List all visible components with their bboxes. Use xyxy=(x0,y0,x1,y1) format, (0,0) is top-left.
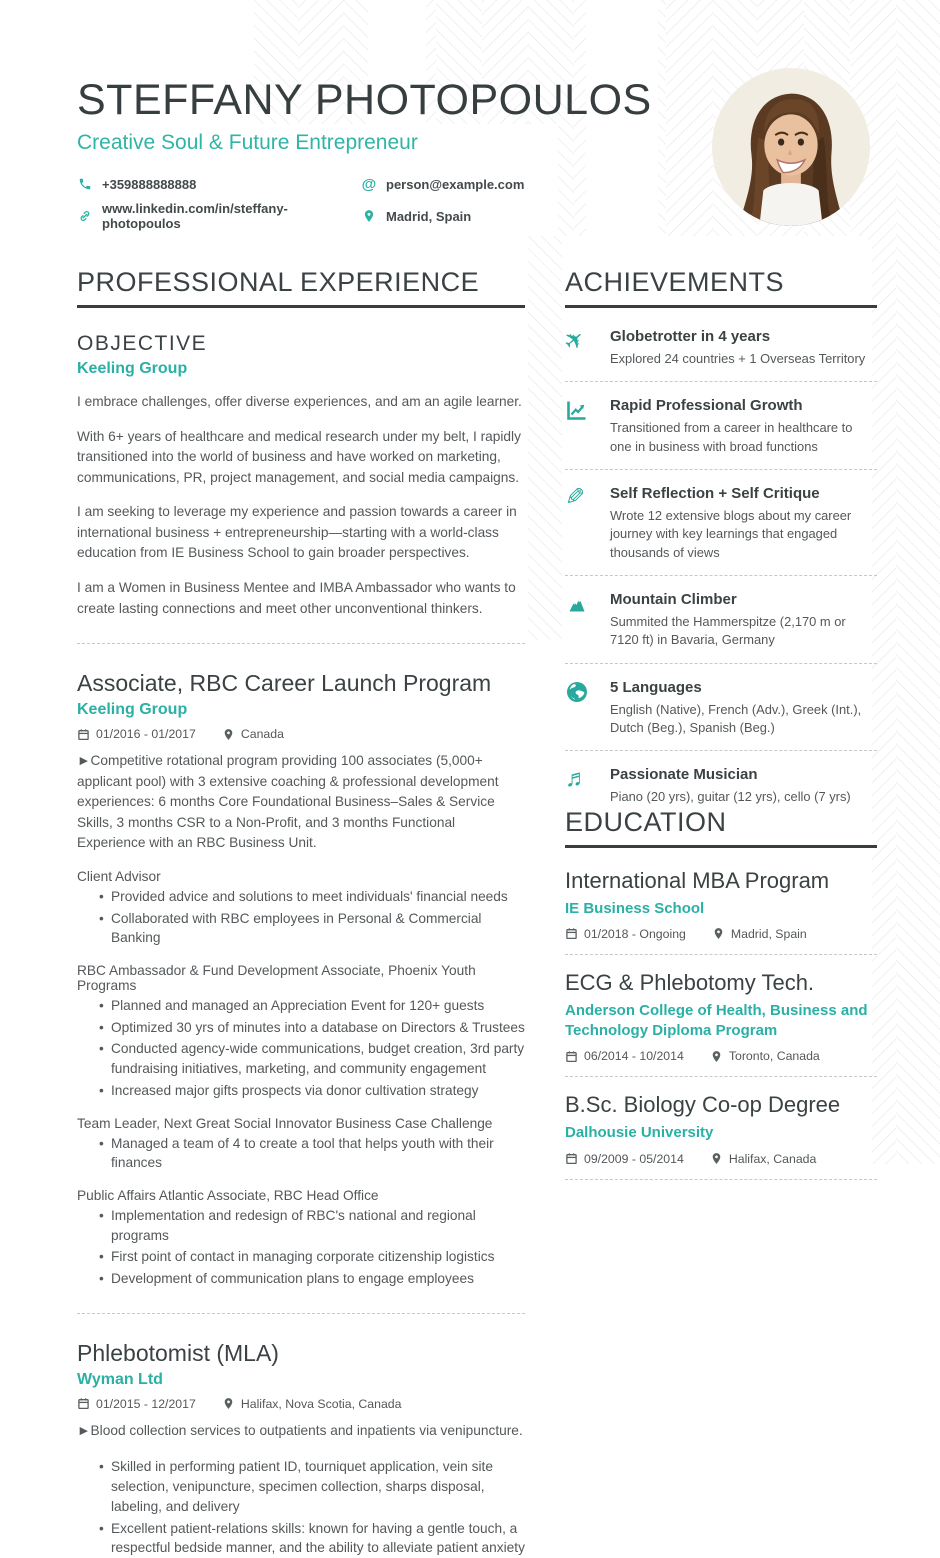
globe-icon xyxy=(565,679,597,738)
role-heading: Client Advisor xyxy=(77,868,161,884)
achievement-description: Explored 24 countries + 1 Overseas Territory xyxy=(610,351,866,367)
growth-chart-icon xyxy=(565,397,597,456)
job-company: Wyman Ltd xyxy=(77,1370,163,1388)
job-date-text: 01/2016 - 01/2017 xyxy=(96,727,196,742)
achievement-title: Rapid Professional Growth xyxy=(610,397,803,415)
job-entry xyxy=(77,670,525,1289)
dashed-divider xyxy=(565,381,877,382)
objective-entry xyxy=(77,332,525,619)
achievement-title: Mountain Climber xyxy=(610,591,737,609)
achievement-title: Globetrotter in 4 years xyxy=(610,328,771,346)
airplane-icon: ✈ xyxy=(558,323,592,358)
phone-number: +359888888888 xyxy=(102,176,197,192)
objective-title: OBJECTIVE xyxy=(77,332,208,356)
objective-paragraph: I embrace challenges, offer diverse experiences, and am an agile learner. xyxy=(77,394,522,410)
job-bullet-list xyxy=(77,1457,525,1558)
contact-website[interactable] xyxy=(77,201,361,231)
role-heading: Public Affairs Atlantic Associate, RBC Head Office xyxy=(77,1187,379,1203)
role-bullet-list xyxy=(77,1206,525,1289)
education-location xyxy=(712,927,807,941)
calendar-icon xyxy=(565,927,578,940)
role-heading: RBC Ambassador & Fund Development Associate, Phoenix Youth Programs xyxy=(77,962,476,993)
location-pin-icon xyxy=(710,1152,723,1165)
mountain-icon xyxy=(565,591,597,650)
role-bullet-list xyxy=(77,887,525,948)
calendar-icon xyxy=(77,728,90,741)
education-location-text: Toronto, Canada xyxy=(728,1049,820,1064)
location-pin-icon xyxy=(222,728,235,741)
role-bullet-list xyxy=(77,1134,525,1173)
bullet-item: • First point of contact in managing corporate citizenship logistics xyxy=(99,1247,525,1267)
achievement-title: 5 Languages xyxy=(610,678,702,696)
job-dates xyxy=(77,727,196,741)
location-pin-icon xyxy=(222,1397,235,1410)
phone-icon xyxy=(77,176,93,192)
sidebar-column xyxy=(558,267,877,1558)
achievement-item xyxy=(565,591,877,650)
education-date-text: 01/2018 - Ongoing xyxy=(584,926,686,941)
bullet-item: • Provided advice and solutions to meet individuals' financial needs xyxy=(99,887,525,907)
calendar-icon xyxy=(565,1152,578,1165)
dashed-divider xyxy=(565,1076,877,1077)
bullet-item: • Collaborated with RBC employees in Personal & Commercial Banking xyxy=(99,909,525,948)
bullet-item: • Optimized 30 yrs of minutes into a database on Directors & Trustees xyxy=(99,1018,525,1038)
job-title: Phlebotomist (MLA) xyxy=(77,1339,279,1366)
bullet-item: • Increased major gifts prospects via donor cultivation strategy xyxy=(99,1081,525,1101)
job-company: Keeling Group xyxy=(77,701,188,719)
dashed-divider xyxy=(565,1179,877,1180)
education-title: International MBA Program xyxy=(565,867,830,893)
role-heading: Team Leader, Next Great Social Innovator Business Case Challenge xyxy=(77,1115,493,1131)
calendar-icon xyxy=(77,1397,90,1410)
education-entry xyxy=(565,970,877,1064)
education-location-text: Madrid, Spain xyxy=(730,926,807,941)
achievement-item xyxy=(565,679,877,738)
education-entry xyxy=(565,868,877,941)
bullet-item: • Planned and managed an Appreciation Event for 120+ guests xyxy=(99,996,525,1016)
achievements-section-title: ACHIEVEMENTS xyxy=(565,267,877,308)
job-date-text: 01/2015 - 12/2017 xyxy=(96,1396,196,1411)
dashed-divider xyxy=(565,663,877,664)
education-section-title: EDUCATION xyxy=(565,807,877,848)
achievement-title: Passionate Musician xyxy=(610,766,758,784)
achievement-item xyxy=(565,397,877,456)
experience-section-title: PROFESSIONAL EXPERIENCE xyxy=(77,267,525,308)
email-at-icon: @ xyxy=(361,175,377,193)
job-location xyxy=(222,1397,402,1411)
website-url[interactable]: www.linkedin.com/in/steffany-photopoulos xyxy=(102,201,288,232)
education-title: B.Sc. Biology Co-op Degree xyxy=(565,1092,841,1118)
job-location xyxy=(222,727,284,741)
job-location-text: Canada xyxy=(240,727,284,742)
objective-paragraph: I am seeking to leverage my experience and passion towards a career in international business + entrepreneurship—starting with a world-class education from IE Business School to gain broader perspectives. xyxy=(77,504,517,561)
pencil-icon: ✎ xyxy=(565,484,586,512)
job-location-text: Halifax, Nova Scotia, Canada xyxy=(240,1396,402,1411)
dashed-divider xyxy=(565,954,877,955)
job-title: Associate, RBC Career Launch Program xyxy=(77,670,492,697)
resume-header xyxy=(77,78,940,231)
location-pin-icon xyxy=(361,208,377,224)
education-meta xyxy=(565,927,877,941)
achievement-item xyxy=(565,485,877,562)
achievement-item xyxy=(558,323,877,368)
bullet-item: • Implementation and redesign of RBC's national and regional programs xyxy=(99,1206,525,1245)
link-icon xyxy=(77,208,93,224)
education-date-text: 09/2009 - 05/2014 xyxy=(584,1151,684,1166)
achievement-description: Wrote 12 extensive blogs about my career journey with key learnings that engaged thousands of views xyxy=(610,508,852,560)
education-title: ECG & Phlebotomy Tech. xyxy=(565,969,815,995)
dashed-divider xyxy=(565,575,877,576)
achievement-item xyxy=(565,766,877,806)
education-entry xyxy=(565,1092,877,1165)
bullet-item: • Development of communication plans to engage employees xyxy=(99,1269,525,1289)
job-summary: ►Competitive rotational program providing 100 associates (5,000+ applicant pool) with 3 extensive coaching & professional development experiences: 6 months Core Foundational Business–Sales & Service Skills, 3 months CSR to a Non-Profit, and 3 months Functional Experience with an RBC Business Unit. xyxy=(77,753,499,851)
achievement-title: Self Reflection + Self Critique xyxy=(610,485,820,503)
education-location-text: Halifax, Canada xyxy=(728,1151,817,1166)
objective-paragraph: I am a Women in Business Mentee and IMBA Ambassador who wants to create lasting connections and meet other unconventional thinkers. xyxy=(77,579,516,616)
dashed-divider xyxy=(565,469,877,470)
education-school: Dalhousie University xyxy=(565,1124,714,1142)
education-location xyxy=(710,1152,817,1166)
email-address[interactable]: person@example.com xyxy=(386,176,525,192)
contact-location xyxy=(361,201,661,231)
role-bullet-list xyxy=(77,996,525,1101)
job-entry xyxy=(77,1340,525,1558)
dashed-divider xyxy=(77,643,525,644)
achievement-description: English (Native), French (Adv.), Greek (Int.), Dutch (Beg.), Spanish (Beg.) xyxy=(610,701,862,735)
achievement-description: Piano (20 yrs), guitar (12 yrs), cello (7 yrs) xyxy=(610,789,851,805)
location-pin-icon xyxy=(710,1050,723,1063)
bullet-item: • Managed a team of 4 to create a tool that helps youth with their finances xyxy=(99,1134,525,1173)
job-summary: ►Blood collection services to outpatients and inpatients via venipuncture. xyxy=(77,1422,523,1438)
contact-block xyxy=(77,176,940,231)
education-meta xyxy=(565,1152,877,1166)
dashed-divider xyxy=(565,750,877,751)
achievement-description: Transitioned from a career in healthcare to one in business with broad functions xyxy=(610,420,853,454)
objective-paragraph: With 6+ years of healthcare and medical research under my belt, I rapidly transitioned into the world of business and have worked on marketing, communications, PR, project management, and social media campaigns. xyxy=(77,428,521,485)
objective-company: Keeling Group xyxy=(77,360,188,378)
education-location xyxy=(710,1049,820,1063)
job-meta xyxy=(77,727,525,741)
person-name: STEFFANY PHOTOPOULOS xyxy=(77,76,652,124)
education-dates xyxy=(565,1152,684,1166)
education-dates xyxy=(565,927,686,941)
education-meta xyxy=(565,1049,877,1063)
bullet-item: • Excellent patient-relations skills: known for having a gentle touch, a respectful bedside manner, and the ability to alleviate patient anxiety xyxy=(99,1519,525,1558)
dashed-divider xyxy=(77,1313,525,1314)
job-meta xyxy=(77,1397,525,1411)
location-text: Madrid, Spain xyxy=(386,208,472,224)
education-date-text: 06/2014 - 10/2014 xyxy=(584,1049,684,1064)
experience-section xyxy=(77,267,525,1558)
education-dates xyxy=(565,1049,684,1063)
bullet-item: • Conducted agency-wide communications, budget creation, 3rd party fundraising initiatives, marketing, and community engagement xyxy=(99,1039,525,1078)
education-school: Anderson College of Health, Business and Technology Diploma Program xyxy=(565,1001,868,1040)
person-tagline: Creative Soul & Future Entrepreneur xyxy=(77,131,418,155)
location-pin-icon xyxy=(712,927,725,940)
contact-phone xyxy=(77,176,361,192)
education-school: IE Business School xyxy=(565,899,705,917)
achievement-description: Summited the Hammerspitze (2,170 m or 7120 ft) in Bavaria, Germany xyxy=(610,614,846,648)
bullet-item: • Skilled in performing patient ID, tourniquet application, vein site selection, venipuncture, specimen collection, sharps disposal, labeling, and delivery xyxy=(99,1457,525,1516)
contact-email[interactable] xyxy=(361,176,661,192)
job-dates xyxy=(77,1397,196,1411)
calendar-icon xyxy=(565,1050,578,1063)
music-notes-icon: ♬ xyxy=(565,765,589,793)
